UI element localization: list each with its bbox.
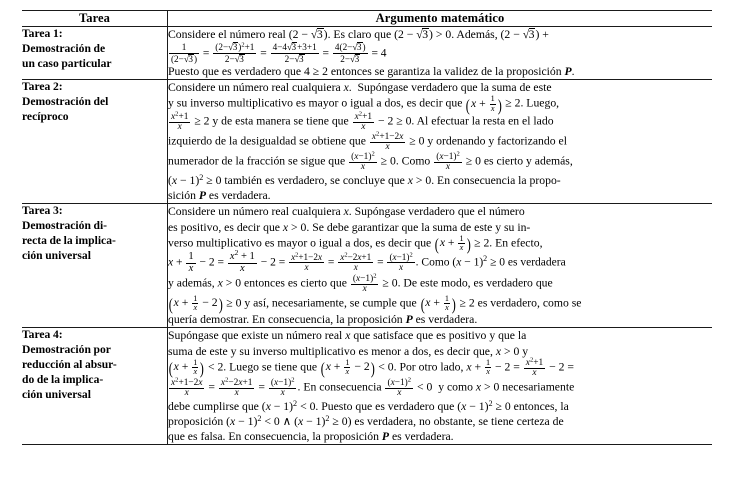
task-label-1 — [22, 27, 167, 72]
document-page — [0, 10, 736, 482]
argument-line: (x + $\frac{1}{x}$ ) < 2. Luego se tiene que (x + $\frac{1}{x}$ − 2) < 0. Por otro lado, x + $\frac{1}{x}$ − 2 = $\frac{x^2+1}{x}$ − 2 = — [168, 356, 574, 379]
task-label-line: Demostración de — [22, 41, 106, 55]
argument-line: $\frac{x^2+1-2x}{x}$ = $\frac{x^2-2x+1}{x}$ = $\frac{(x-1)^2}{x}$ . En consecuencia $\frac{(x-1)^2}{x}$ < 0 y como x > 0 necesariamente — [171, 376, 575, 399]
argument-cell-2 — [168, 80, 713, 204]
argument-line: y además, x > 0 entonces es cierto que $\frac{(x-1)^2}{x}$ ≥ 0. De este modo, es verdadero que — [168, 272, 553, 295]
table-row — [22, 80, 712, 204]
argument-cell-1 — [168, 27, 713, 80]
argument-equation: x + $\frac{1}{x}$ − 2 = $\frac{x^2 + 1}{x}$ − 2 = $\frac{x^2+1-2x}{x}$ = $\frac{x^2-2x+1}{x}$ = $\frac{(x-1)^2}{x}$ . Como $(x - 1)^2 \ge 0$ es verdadera — [168, 248, 566, 274]
header-row — [22, 11, 712, 27]
argument-line: Considere un número real cualquiera x. Supóngase verdadero que el número — [168, 205, 525, 219]
task-label-line: ción universal — [22, 388, 91, 402]
argument-line: proposición $(x - 1)^2 < 0$ ∧ $(x - 1)^2 \ge 0$) es verdadera, no obstante, se tiene certeza de — [168, 413, 564, 429]
task-label-line: Tarea 1: — [22, 27, 63, 40]
task-label-line: un caso particular — [22, 56, 112, 70]
argument-line: debe cumplirse que $(x - 1)^2 < 0$. Puesto que es verdadero que $(x - 1)^2 \ge 0$ entonces, la — [168, 398, 569, 413]
argument-line: y su inverso multiplicativo es mayor o igual a dos, es decir que (x + $\frac{1}{x}$ ) ≥ 2. Luego, — [168, 94, 560, 115]
argument-line: sición P es verdadera. — [168, 189, 271, 203]
task-cell-4 — [22, 328, 168, 445]
task-label-line: Demostración di- — [22, 219, 108, 233]
argument-line: izquierdo de la desigualdad se obtiene que $\frac{x^2+1-2x}{x}$ ≥ 0 y ordenando y factorizando el — [168, 130, 567, 153]
argument-line: es positivo, es decir que x > 0. Se debe garantizar que la suma de este y su in- — [168, 220, 531, 234]
argument-line: Puesto que es verdadero que 4 ≥ 2 entonces se garantiza la validez de la proposición P. — [168, 64, 575, 78]
table-row — [22, 328, 712, 445]
task-cell-3 — [22, 204, 168, 328]
table-body — [22, 27, 712, 445]
header-cell-task: Tarea — [22, 11, 168, 27]
proof-table — [22, 10, 712, 445]
task-label-4 — [22, 328, 167, 403]
task-label-line: do de la implica- — [22, 373, 104, 387]
argument-line: $(x - 1)^2 \ge 0$ también es verdadero, se concluye que x > 0. En consecuencia la propo- — [168, 172, 561, 187]
argument-line: (x + $\frac{1}{x}$ − 2) ≥ 0 y así, necesariamente, se cumple que (x + $\frac{1}{x}$ ) ≥ 2 es verdadero, como se — [168, 293, 582, 314]
task-label-line: Tarea 3: — [22, 204, 63, 218]
argument-line: Supóngase que existe un número real x que satisface que es positivo y que la — [168, 329, 527, 343]
task-cell-2 — [22, 80, 168, 204]
argument-line: que es falsa. En consecuencia, la proposición P es verdadera. — [168, 430, 454, 444]
argument-line: numerador de la fracción se sigue que $\frac{(x-1)^2}{x}$ ≥ 0. Como $\frac{(x-1)^2}{x}$ ≥ 0 es cierto y además, — [168, 150, 573, 173]
argument-line: Considere el número real (2 − √3). Es claro que (2 − √3) > 0. Además, (2 − √3) + — [168, 28, 549, 41]
task-label-line: Demostración por — [22, 343, 111, 357]
table-row — [22, 204, 712, 328]
argument-line: suma de este y su inverso multiplicativo es menor a dos, es decir que, x > 0 y — [168, 344, 529, 358]
table-header — [22, 11, 712, 27]
argument-cell-4 — [168, 328, 713, 445]
argument-line: verso multiplicativo es mayor o igual a dos, es decir que (x + $\frac{1}{x}$ ) ≥ 2. En efecto, — [168, 233, 543, 254]
task-label-line: ción universal — [22, 249, 91, 263]
task-label-3 — [22, 204, 167, 264]
task-label-line: Demostración del — [22, 95, 109, 109]
task-label-line: Tarea 2: — [22, 80, 63, 94]
argument-body-3 — [168, 204, 712, 327]
argument-body-2 — [168, 80, 712, 203]
argument-equation: $\frac{1}{(2-√3)}$ = $\frac{(2-√3)^2+1}{2-√3}$ = $\frac{4-4√3+3+1}{2-√3}$ = $\frac{4(2-√3)}{2-√3}$ = 4 — [171, 41, 387, 64]
task-label-2 — [22, 80, 167, 125]
task-label-line: Tarea 4: — [22, 328, 63, 342]
table-row — [22, 27, 712, 80]
argument-line: $\frac{x^2+1}{x}$ ≥ 2 y de esta manera se tiene que $\frac{x^2+1}{x}$ − 2 ≥ 0. Al efectuar la resta en el lado — [171, 110, 554, 133]
argument-body-1 — [168, 27, 712, 79]
task-cell-1 — [22, 27, 168, 80]
task-label-line: reducción al absur- — [22, 358, 117, 372]
header-cell-argument: Argumento matemático — [168, 11, 713, 27]
task-label-line: recíproco — [22, 110, 69, 124]
argument-body-4 — [168, 328, 712, 444]
task-label-line: recta de la implica- — [22, 234, 116, 248]
argument-line: quería demostrar. En consecuencia, la proposición P es verdadera. — [168, 313, 478, 327]
argument-cell-3 — [168, 204, 713, 328]
argument-line: Considere un número real cualquiera x. Supóngase verdadero que la suma de este — [168, 81, 552, 95]
